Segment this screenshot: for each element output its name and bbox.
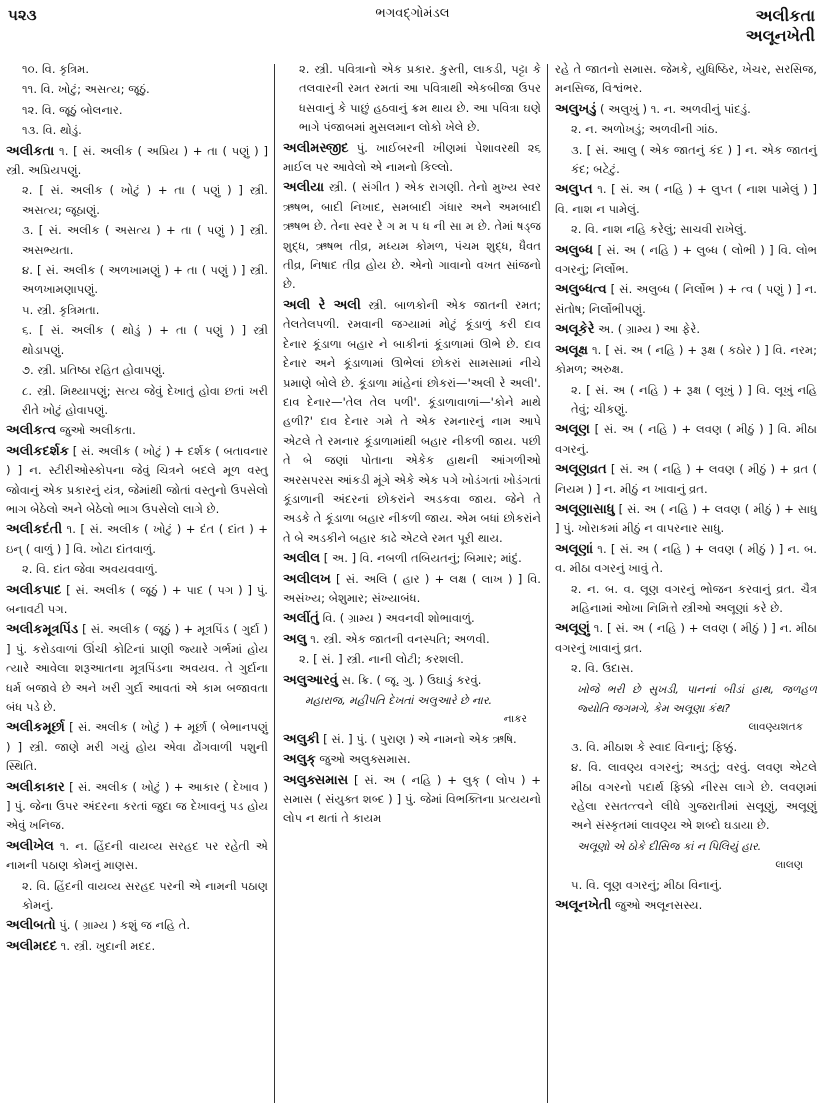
sense: ૨. સ્ત્રી. પવિત્રાનો એક પ્રકાર. કુસ્તી, લાકડી, પટ્ટા કે તલવારની રમત રમતાં આ પવિત્રાથી એકબીજા ઉપર ધસવાનું કે પાછું હઠવાનું ક્રમ થાય છે. આ પવિત્રા ઘણે ભાગે પંજાબમાં મુસલમાન લોકો ખેલે છે. <box>299 62 541 135</box>
headword: અલુક્સમાસ <box>283 772 349 788</box>
dictionary-entry <box>6 778 268 836</box>
dictionary-entry <box>555 341 817 380</box>
definition: ૧. [ સં. અ ( નહિ ) + લવણ ( મીઠું ) ] ન. મીઠા વગરનું ખાવાનું વ્રત. <box>555 621 817 655</box>
headword: અલીકમૂત્રપિંડ <box>6 622 79 638</box>
definition: ૧. [ સં. અલીક ( ખોટું ) + દંત ( દાંત ) + ઇન્ ( વાળું ) ] વિ. ખોટા દાંતવાળું. <box>6 522 268 556</box>
citation-quote: અલૂણો એ ઠોકે દીસિજ કાં ન પિલિયું હાર. <box>577 839 762 853</box>
headword: અલીકત્વ <box>6 423 56 439</box>
dictionary-entry <box>555 540 817 579</box>
dictionary-entry <box>6 442 268 520</box>
headword: અલુબ્ધત્વ <box>555 282 607 298</box>
sense: ૩. વિ. મીઠાશ કે સ્વાદ વિનાનું; ફિક્કું. <box>571 739 738 754</box>
sense: ૨. ન. અળોખડું; અળવીની ગાંઠ. <box>571 122 719 137</box>
dictionary-entry <box>555 100 817 119</box>
guide-words <box>746 6 815 46</box>
dictionary-entry <box>555 896 817 915</box>
citation-quote: ખોજે ભરી છે સુખડી, પાનનાં બીડાં હાથ, જળહળ જ્યોતિ જગમગે, કેમ અલૂણા કંથ? <box>577 682 817 715</box>
definition: સ્ત્રી. ( સંગીત ) એક રાગણી. તેનો મુખ્ય સ્વર ઋષભ, બાદી નિખાદ, સમબાદી ગંધાર અને અમબાદી ઋષભ છે. તેના સ્વર રે ગ મ પ ધ ની સા મ છે. તેમાં ષડ્જ શુદ્ધ, ઋષભ તીવ્ર, મધ્યમ કોમળ, પંચમ શુદ્ધ, ધૈવત તીવ્ર, નિષાદ તીવ્ર હોય છે. એનો ગાવાનો વખત સાંજનો છે. <box>283 180 541 292</box>
first-guide-word: અલીકતા <box>755 6 815 25</box>
sense: ૫. વિ. લૂણ વગરનું; મીઠા વિનાનું. <box>571 877 723 892</box>
running-title: ભગવદ્ગોમંડલ <box>375 6 450 21</box>
headword: અલૂક્ષ <box>555 342 588 358</box>
sense: ૩. [ સં. અલીક ( અસત્ય ) + તા ( પણું ) ] સ્ત્રી. અસભ્યતા. <box>22 223 268 257</box>
sense: ૧૧. વિ. ખોટું; અસત્ય; જૂઠું. <box>22 82 150 97</box>
dictionary-entry <box>283 549 541 568</box>
definition: ૧. સ્ત્રી. ખુદાની મદદ. <box>56 938 156 953</box>
headword: અલૂકેરે <box>555 322 595 338</box>
definition: ૧. [ સં. અ ( નહિ ) + લવણ ( મીઠું ) ] ન. બ. વ. મીઠા વગરનું ખાવું તે. <box>555 541 817 576</box>
citation-quote: મહારાજ, મહીપતિ દેખતાં અલુઆરે છે નાર. <box>305 694 493 707</box>
headword: અલીકમૂર્છા <box>6 720 65 736</box>
headword: અલી રે અલી <box>283 297 361 313</box>
dictionary-entry <box>283 750 541 769</box>
dictionary-entry <box>6 421 268 440</box>
definition: જુઓ અલૂનસસ્ય. <box>611 898 703 913</box>
headword: અલુખડું <box>555 101 597 117</box>
definition: [ સં. અ ( નહિ ) + લુબ્ધ ( લોભી ) ] વિ. લોભ વગરનું; નિર્લોભ. <box>555 242 817 277</box>
definition: [ સં. અ ( નહિ ) + લવણ ( મીઠું ) + વ્રત ( નિયમ ) ] ન. મીઠું ન ખાવાનું વ્રત. <box>555 462 817 496</box>
sense: ૧૩. વિ. થોડું. <box>22 123 82 138</box>
dictionary-entry <box>555 500 817 539</box>
citation-source: નાકર <box>503 713 527 726</box>
page-number: ૫૨૩ <box>8 6 37 24</box>
sense: ૪. [ સં. અલીક ( અળખામણું ) + તા ( પણું ) ] સ્ત્રી. અળખામણાપણું. <box>22 263 268 297</box>
definition: વિ. ( ગ્રામ્ય ) અવનવી શોભાવાળું. <box>318 611 475 626</box>
definition: પું. ( ગ્રામ્ય ) કશું જ નહિ તે. <box>55 918 191 933</box>
dictionary-entry <box>555 280 817 319</box>
sense: ૨. ન. બ. વ. લૂણ વગરનું ભોજન કરવાનું વ્રત. ચૈત્ર મહિનામાં ઓખા નિમિત્તે સ્ત્રીઓ અલૂણાં કરે છે. <box>571 581 817 615</box>
definition: [ સં. અ ( નહિ ) + લવણ ( મીઠું ) + સાધુ ] પું. ખોરાકમાં મીઠું ન વાપરનાર સાધુ. <box>555 501 817 536</box>
dictionary-entry <box>283 296 541 548</box>
definition: સ્ત્રી. બાળકોની એક જાતની રમત; તેલતેલપળી. રમવાની જગ્યામાં મોટું કૂંડાળું કરી દાવ દેનાર કૂંડાળા બહાર ને બાકીનાં કૂંડાળામાં ઊભે છે. દાવ દેનાર અને કૂંડાળામાં ઊભેલાં છોકરાં સામસામાં નીચે પ્રમાણે બોલે છે. કૂંડાળા માંહેનાં છોકરાં—'અલી રે અલી'. દાવ દેનાર—'તેલ તેલ પળી'. કૂંડાળાવાળાં—'કોને માથે હળી?' દાવ દેનાર ગમે તે એક રમનારનું નામ આપે એટલે તે રમનાર કૂંડાળામાંથી બહાર નીકળી જાય. પછી તે બે જણાં પોતાના એકેક હાથની આંગળીઓ અરસપરસ આંકડી મૂંગે એકે એક પગે ખોડંગતાં ખોડંગતાં કૂંડાળાની અંદરનાં છોકરાંને અડકવા જાય. જેને તે અડકે તે કૂંડાળા બહાર નીકળી જાય. એમ બધાં છોકરાંને તે બે અડકીને બહાર કાઢે એટલે રમત પૂરી થાય. <box>283 297 541 545</box>
dictionary-entry <box>6 718 268 776</box>
definition: જુઓ અલીકતા. <box>55 423 136 438</box>
dictionary-entry <box>555 180 817 219</box>
dictionary-entry <box>283 771 541 829</box>
dictionary-entry <box>6 837 268 876</box>
headword: અલીબતો <box>6 918 56 934</box>
definition: [ સં. અલીક ( જૂઠું ) + મૂત્રપિંડ ( ગુર્દા ) ] પું. કરોડવાળાં ઊંચી કોટિનાં પ્રાણી જ્યારે ગર્ભમાં હોય ત્યારે આવેલા શરૂઆતના મૂત્રપિંડના અવયવ. તે ગુર્દાના ધર્મ બજાવે છે અને ખરી ગુર્દા આવતાં એ કામ બજાવતા બંધ પડે છે. <box>6 622 268 714</box>
definition: [ સં. અ ( નહિ ) + લવણ ( મીઠું ) ] વિ. મીઠા વગરનું. <box>555 422 817 456</box>
column-divider <box>547 64 548 1103</box>
definition: [ સં. અલીક ( જૂઠું ) + પાદ ( પગ ) ] પું. બનાવટી પગ. <box>6 582 268 616</box>
headword: અલીમદદ <box>6 938 57 954</box>
headword: અલીકપાદ <box>6 582 62 598</box>
headword: અલીંતું <box>283 611 319 627</box>
definition: ૧. [ સં. અ ( નહિ ) + લુપ્ત ( નાશ પામેલું ) ] વિ. નાશ ન પામેલું. <box>555 182 817 216</box>
dictionary-entry <box>283 609 541 628</box>
sense: ૫. સ્ત્રી. કૃત્રિમતા. <box>22 302 100 317</box>
headword: અલુપ્ત <box>555 182 593 198</box>
definition: [ અ. ] વિ. નબળી તબિયતનું; બિમાર; માંદું. <box>320 551 522 566</box>
headword: અલીખેલ <box>6 838 54 854</box>
headword: અલુકી <box>283 731 320 747</box>
citation-source: લાલણ <box>775 859 803 872</box>
last-guide-word: અલૂનખેતી <box>745 26 815 45</box>
dictionary-entry <box>283 570 541 609</box>
definition: [ સં. અ ( નહિ ) + લુક્ ( લોપ ) + સમાસ ( સંયુક્ત શબ્દ ) ] પું. જેમાં વિભક્તિના પ્રત્યયનો લોપ ન થતાં તે કાયમ <box>283 772 541 826</box>
headword: અલૂણાં <box>555 541 594 557</box>
definition: અ. ( ગ્રામ્ય ) આ ફેરે. <box>594 322 701 337</box>
dictionary-entry <box>283 671 541 690</box>
sense: ૬. [ સં. અલીક ( થોડું ) + તા ( પણું ) ] સ્ત્રી થોડાપણું. <box>22 323 268 357</box>
dictionary-entry <box>6 520 268 559</box>
sense: ૨. [ સં. અલીક ( ખોટું ) + તા ( પણું ) ] સ્ત્રી. અસત્ય; જૂઠાણું. <box>22 183 268 217</box>
definition: [ સં. ] પું. ( પુરાણ ) એ નામનો એક ઋષિ. <box>319 731 517 746</box>
sense: ૭. સ્ત્રી. પ્રતિષ્ઠા રહિત હોવાપણું. <box>22 363 166 378</box>
headword: અલીલખ <box>283 571 331 587</box>
dictionary-entry <box>6 581 268 620</box>
dictionary-entry <box>555 460 817 499</box>
column-1 <box>6 60 268 957</box>
definition: [ સં. અલીક ( ખોટું ) + દર્શક ( બતાવનાર ) ] ન. સ્ટીરીઓસ્કોપના જેવું ચિત્રને બદલે મૂળ વસ્તુ જોવાનું એક પ્રકારનું યંત્ર, જેમાંથી જોતાં વસ્તુનો ઉપસેલો ભાગ બેઠેલો અને બેઠેલો ભાગ ઉપસેલો લાગે છે. <box>6 443 268 516</box>
dictionary-entry <box>555 619 817 658</box>
definition: ( અલુખું ) ૧. ન. અળવીનું પાંદડું. <box>596 101 751 116</box>
sense: ૧૦. વિ. કૃત્રિમ. <box>22 62 90 76</box>
headword: અલૂનખેતી <box>555 898 612 914</box>
headword: અલીકદંતી <box>6 522 63 538</box>
definition: સ. ક્રિ. ( જૂ. ગુ. ) ઉઘાડું કરવું. <box>337 672 482 687</box>
sense: ૨. વિ. નાશ નહિ કરેલું; સાચવી રાખેલું. <box>571 222 747 237</box>
definition: જુઓ અલુક્સમાસ. <box>315 752 411 767</box>
sense: ૨. વિ. દાંત જેવા અવયવવાળું. <box>22 562 158 577</box>
definition: પું. ખાઈબરની ખીણમાં પેશાવરથી ૨૬ માઈલ પર આવેલો એ નામનો કિલ્લો. <box>283 140 541 175</box>
dictionary-entry <box>283 178 541 294</box>
dictionary-entry <box>283 730 541 749</box>
dictionary-entry <box>6 937 268 956</box>
headword: અલીયા <box>283 180 325 196</box>
entry-continuation: રહે તે જાતનો સમાસ. જેમકે, યુધિષ્ઠિર, ખેચર, સરસિજ, મનસિજ, વિશ્વંભર. <box>555 62 817 96</box>
headword: અલુબ્ધ <box>555 242 594 258</box>
dictionary-entry <box>555 320 817 339</box>
headword: અલીલ <box>283 551 321 567</box>
column-3 <box>555 60 817 916</box>
dictionary-entry <box>6 142 268 181</box>
definition: ૧. ન. હિંદની વાયવ્ય સરહદ પર રહેતી એ નામની પઠાણ કોમનું માણસ. <box>6 838 268 873</box>
dictionary-entry <box>283 630 541 649</box>
citation-source: લાવણ્યશતક <box>748 721 803 734</box>
headword: અલુક્ <box>283 752 316 768</box>
sense: ૨. વિ. હિંદની વાયવ્ય સરહદ પરની એ નામની પઠાણ કોમનું. <box>22 878 268 913</box>
dictionary-entry <box>555 241 817 280</box>
headword: અલીકાકાર <box>6 779 65 795</box>
headword: અલૂણું <box>555 621 590 637</box>
dictionary-entry <box>6 620 268 717</box>
sense: ૩. [ સં. આલુ ( એક જાતનું કંદ ) ] ન. એક જાતનું કંદ; બટેટું. <box>571 142 817 177</box>
dictionary-entry <box>555 420 817 459</box>
sense: ૧૨. વિ. જૂઠું બોલનાર. <box>22 102 123 117</box>
sense: ૨. [ સં. અ ( નહિ ) + રૂક્ષ ( લૂખું ) ] વિ. લૂખું નહિ તેવું; ચીકણું. <box>571 382 817 416</box>
sense: ૪. વિ. લાવણ્ય વગરનું; અડતું; વરવું. લવણ એટલે મીઠા વગરનો પદાર્થ ફિક્કો નીરસ લાગે છે. લવણમાં રહેલા રસતત્ત્વને લીધે ગુજરાતીમાં સલૂણું, અલૂણું અને સંસ્કૃતમાં લાવણ્ય એ શબ્દો ઘડાયા છે. <box>571 760 817 833</box>
sense: ૨. [ સં. ] સ્ત્રી. નાની લોટી; કરશલી. <box>299 652 464 667</box>
headword: અલૂણવ્રત <box>555 462 607 478</box>
definition: ૧. [ સં. અલીક ( અપ્રિય ) + તા ( પણું ) ] સ્ત્રી. અપ્રિયપણું. <box>6 143 268 178</box>
headword: અલૂણ <box>555 422 590 438</box>
headword: અલીકદર્શક <box>6 443 69 459</box>
headword: અલુઆરવું <box>283 672 338 688</box>
definition: ૧. [ સં. અ ( નહિ ) + રૂક્ષ ( કઠોર ) ] વિ. નરમ; કોમળ; અરુક્ષ. <box>555 342 817 377</box>
column-2 <box>283 60 541 830</box>
headword: અલીકતા <box>6 143 55 159</box>
headword: અલૂણાસાધુ <box>555 501 615 517</box>
column-divider <box>274 64 275 1103</box>
headword: અલીમસ્જીદ <box>283 140 349 156</box>
sense: ૨. વિ. ઉદાસ. <box>571 661 634 676</box>
dictionary-entry <box>6 916 268 935</box>
headword: અલુ <box>283 631 307 647</box>
definition: [ સં. અલુબ્ધ ( નિર્લોભ ) + ત્વ ( પણું ) ] ન. સંતોષ; નિર્લોભીપણું. <box>555 282 817 316</box>
definition: [ સં. અલીક ( ખોટું ) + મૂર્છા ( બેભાનપણું ) ] સ્ત્રી. જાણે મરી ગયું હોય એવા ઢોંગવાળી પશુની સ્થિતિ. <box>6 720 268 774</box>
definition: [ સં. અલીક ( ખોટું ) + આકાર ( દેખાવ ) ] પું. જેના ઉપર અંદરના કરતાં જુદા જ દેખાવનું પડ હોય એવું ખનિજ. <box>6 779 268 833</box>
definition: ૧. સ્ત્રી. એક જાતની વનસ્પતિ; અળવી. <box>306 631 490 646</box>
dictionary-entry <box>283 139 541 178</box>
definition: [ સં. અલિ ( હાર ) + લક્ષ ( લાખ ) ] વિ. અસંખ્ય; બેશુમાર; સંખ્યાબંધ. <box>283 571 541 605</box>
sense: ૮. સ્ત્રી. મિથ્યાપણું; સત્ય જેવું દેખાતું હોવા છતાં ખરી રીતે ખોટું હોવાપણું. <box>22 383 268 417</box>
